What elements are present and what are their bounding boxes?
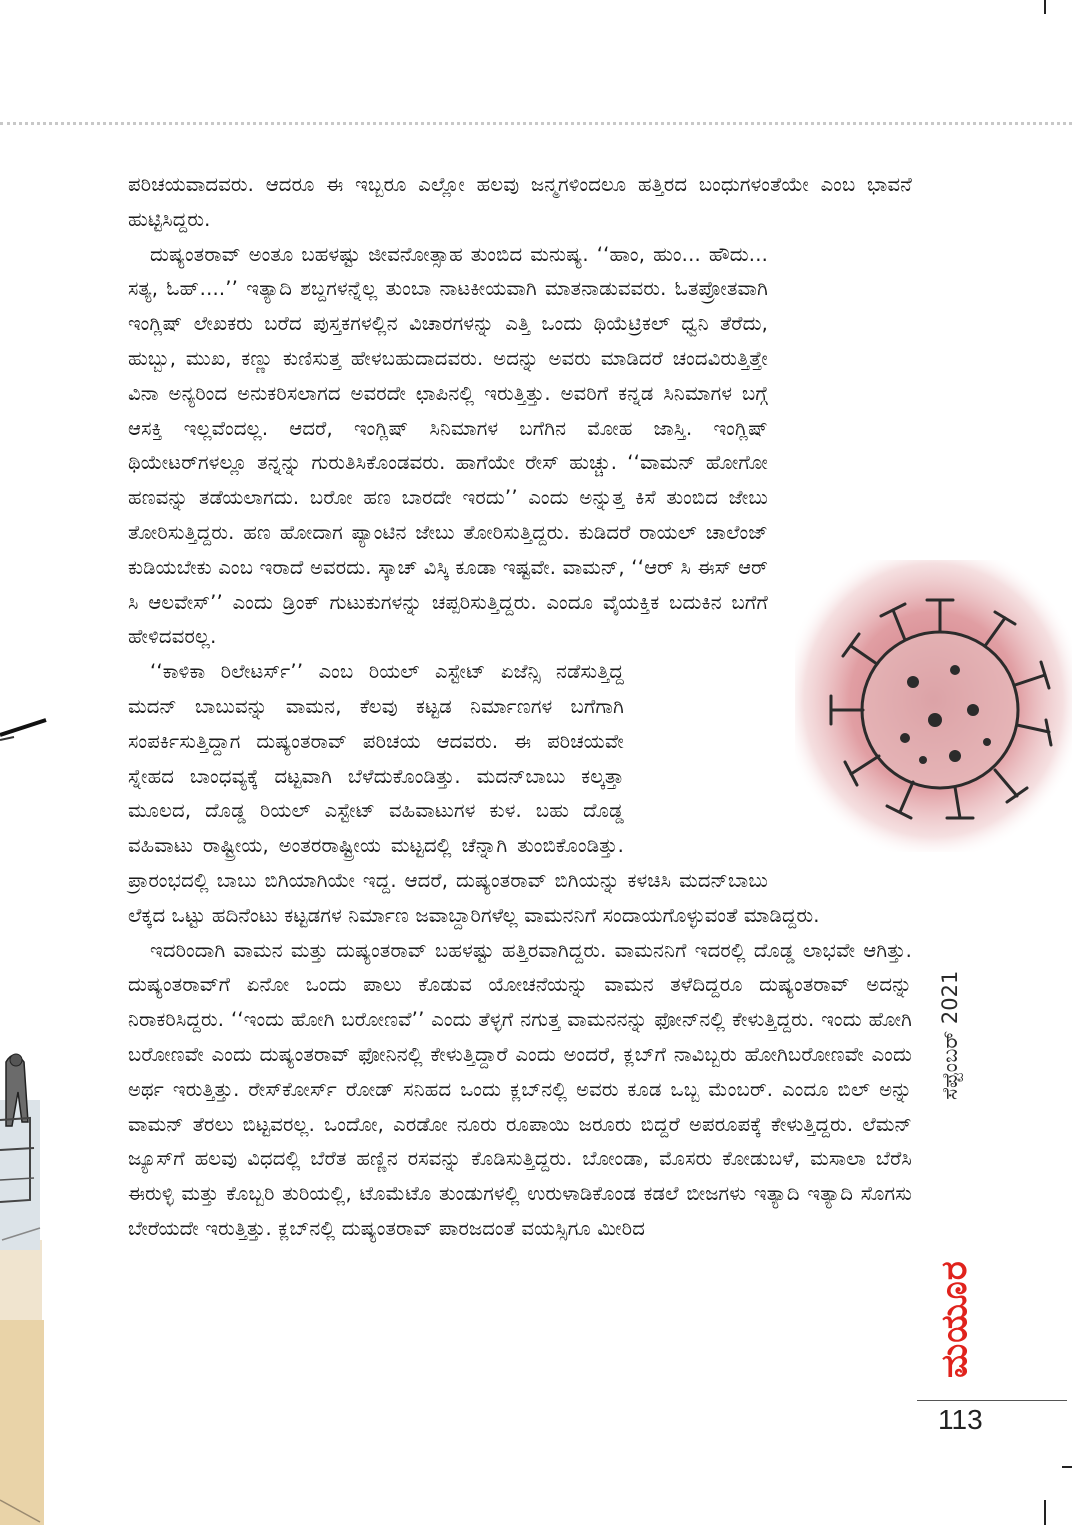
magazine-name: ಮಯೂರ [934, 1260, 975, 1378]
paragraph [128, 238, 912, 656]
paragraph: ಇದರಿಂದಾಗಿ ವಾಮನ ಮತ್ತು ದುಷ್ಯಂತರಾವ್ ಬಹಳಷ್ಟು ಹತ್ತಿರವಾಗಿದ್ದರು. ವಾಮನನಿಗೆ ಇದರಲ್ಲಿ ದೊಡ್ಡ ಲಾಭವೇ ಆಗಿತ್ತು. ದುಷ್ಯಂತರಾವ್‌ಗೆ ಏನೋ ಒಂದು ಪಾಲು ಕೊಡುವ ಯೋಚನೆಯನ್ನು ವಾಮನ ತಳೆದಿದ್ದರೂ ದುಷ್ಯಂತರಾವ್ ಅದನ್ನು ನಿರಾಕರಿಸಿದ್ದರು. ‘‘ಇಂದು ಹೋಗಿ ಬರೋಣವೆ’’ ಎಂದು ತೆಳ್ಳಗೆ ನಗುತ್ತ ವಾಮನನನ್ನು ಫೋನ್‌ನಲ್ಲಿ ಕೇಳುತ್ತಿದ್ದರು. ಇಂದು ಹೋಗಿ ಬರೋಣವೇ ಎಂದು ದುಷ್ಯಂತರಾವ್ ಫೋನಿನಲ್ಲಿ ಕೇಳುತ್ತಿದ್ದಾರೆ ಎಂದು ಅಂದರೆ, ಕ್ಲಬ್‌ಗೆ ನಾವಿಬ್ಬರು ಹೋಗಿಬರೋಣವೇ ಎಂದು ಅರ್ಥ ಇರುತ್ತಿತ್ತು. ರೇಸ್‌ಕೋರ್ಸ್ ರೋಡ್ ಸನಿಹದ ಒಂದು ಕ್ಲಬ್‌ನಲ್ಲಿ ಅವರು ಕೂಡ ಒಬ್ಬ ಮೆಂಬರ್. ಎಂದೂ ಬಿಲ್ ಅನ್ನು ವಾಮನ್ ತೆರಲು ಬಿಟ್ಟವರಲ್ಲ. ಒಂದೋ, ಎರಡೋ ನೂರು ರೂಪಾಯಿ ಜರೂರು ಬಿದ್ದರೆ ಅಪರೂಪಕ್ಕೆ ಕೇಳುತ್ತಿದ್ದರು. ಲೆಮನ್ ಜ್ಯೂಸ್‌ಗೆ ಹಲವು ವಿಧದಲ್ಲಿ ಬೆರೆತ ಹಣ್ಣಿನ ರಸವನ್ನು ಕೊಡಿಸುತ್ತಿದ್ದರು. ಬೋಂಡಾ, ಮೊಸರು ಕೋಡುಬಳೆ, ಮಸಾಲಾ ಬೆರೆಸಿ ಈರುಳ್ಳಿ ಮತ್ತು ಕೊಬ್ಬರಿ ತುರಿಯಲ್ಲಿ, ಟೊಮೆಟೊ ತುಂಡುಗಳಲ್ಲಿ ಉರುಳಾಡಿಕೊಂಡ ಕಡಲೆ ಬೀಜಗಳು ಇತ್ಯಾದಿ ಇತ್ಯಾದಿ ಸೊಗಸು ಬೇರೆಯದೇ ಇರುತ್ತಿತ್ತು. ಕ್ಲಬ್‌ನಲ್ಲಿ ದುಷ್ಯಂತರಾವ್ ಪಾರಜದಂತೆ ವಯಸ್ಸಿಗೂ ಮೀರಿದ [128, 938, 912, 1240]
crop-mark-top-right [1044, 0, 1046, 14]
paragraph: ಪರಿಚಯವಾದವರು. ಆದರೂ ಈ ಇಬ್ಬರೂ ಎಲ್ಲೋ ಹಲವು ಜನ್ಮಗಳಿಂದಲೂ ಹತ್ತಿರದ ಬಂಧುಗಳಂತೆಯೇ ಎಂಬ ಭಾವನೆ ಹುಟ್ಟಿಸಿದ್ದರು. [128, 173, 912, 231]
illustration-spacer [782, 586, 912, 894]
issue-date [922, 960, 962, 1100]
header-dotted-rule [0, 122, 1072, 125]
paragraph-text: ‘‘ಕಾಳಿಕಾ ರಿಲೇಟರ್ಸ್’’ ಎಂಬ ರಿಯಲ್ ಎಸ್ಟೇಟ್ ಏಜೆನ್ಸಿ ನಡೆಸುತ್ತಿದ್ದ ಮದನ್ ಬಾಬುವನ್ನು ವಾಮನ, ಕೆಲವು ಕಟ್ಟಡ ನಿರ್ಮಾಣಗಳ ಬಗೆಗಾಗಿ ಸಂಪರ್ಕಿಸುತ್ತಿದ್ದಾಗ ದುಷ್ಯಂತರಾವ್ ಪರಿಚಯ ಆದವರು. ಈ ಪರಿಚಯವೇ ಸ್ನೇಹದ ಬಾಂಧವ್ಯಕ್ಕೆ ದಟ್ಟವಾಗಿ ಬೆಳೆದುಕೊಂಡಿತ್ತು. ಮದನ್‌ಬಾಬು ಕಲ್ಕತ್ತಾ ಮೂಲದ, ದೊಡ್ಡ ರಿಯಲ್ ಎಸ್ಟೇಟ್ ವಹಿವಾಟುಗಳ ಕುಳ. ಬಹು ದೊಡ್ಡ ವಹಿವಾಟು ರಾಷ್ಟ್ರೀಯ, ಅಂತರರಾಷ್ಟ್ರೀಯ ಮಟ್ಟದಲ್ಲಿ ಚೆನ್ನಾಗಿ ತುಂಬಿಕೊಂಡಿತ್ತು. ಪ್ರಾರಂಭದಲ್ಲಿ ಬಾಬು ಬಿಗಿಯಾಗಿಯೇ ಇದ್ದ. ಆದರೆ, ದುಷ್ಯಂತರಾವ್ ಬಿಗಿಯನ್ನು ಕಳಚಿಸಿ ಮದನ್‌ಬಾಬು ಲೆಕ್ಕದ ಒಟ್ಟು ಹದಿನೆಂಟು ಕಟ್ಟಡಗಳ ನಿರ್ಮಾಣ ಜವಾಬ್ದಾರಿಗಳೆಲ್ಲ ವಾಮನನಿಗೆ ಸಂದಾಯಗೊಳ್ಳುವಂತೆ ಮಾಡಿದ್ದರು. [128, 660, 820, 927]
crop-mark-right-mid [1062, 1466, 1072, 1468]
issue-year: 2021 [938, 970, 962, 1025]
issue-month: ಸೆಪ್ಟೆಂಬರ್ [938, 1030, 962, 1100]
page-number-rule [917, 1400, 1067, 1401]
paragraph-text: ದುಷ್ಯಂತರಾವ್ ಅಂತೂ ಬಹಳಷ್ಟು ಜೀವನೋತ್ಸಾಹ ತುಂಬಿದ ಮನುಷ್ಯ. ‘‘ಹಾಂ, ಹುಂ... ಹೌದು... ಸತ್ಯ, ಓಹ್....’’ ಇತ್ಯಾದಿ ಶಬ್ದಗಳನ್ನೆಲ್ಲ ತುಂಬಾ ನಾಟಕೀಯವಾಗಿ ಮಾತನಾಡುವವರು. ಓತಪ್ರೋತವಾಗಿ ಇಂಗ್ಲಿಷ್ ಲೇಖಕರು ಬರೆದ ಪುಸ್ತಕಗಳಲ್ಲಿನ ವಿಚಾರಗಳನ್ನು ಎತ್ತಿ ಒಂದು ಥಿಯೆಟ್ರಿಕಲ್ ಧ್ವನಿ ತೆರೆದು, ಹುಬ್ಬು, ಮುಖ, ಕಣ್ಣು ಕುಣಿಸುತ್ತ ಹೇಳಬಹುದಾದವರು. ಅದನ್ನು ಅವರು ಮಾಡಿದರೆ ಚಂದವಿರುತ್ತಿತ್ತೇ ವಿನಾ ಅನ್ಯರಿಂದ ಅನುಕರಿಸಲಾಗದ ಅವರದೇ ಛಾಪಿನಲ್ಲಿ ಇರುತ್ತಿತ್ತು. ಅವರಿಗೆ ಕನ್ನಡ ಸಿನಿಮಾಗಳ ಬಗ್ಗೆ ಆಸಕ್ತಿ ಇಲ್ಲವೆಂದಲ್ಲ. ಆದರೆ, ಇಂಗ್ಲಿಷ್ ಸಿನಿಮಾಗಳ ಬಗೆಗಿನ ಮೋಹ ಜಾಸ್ತಿ. ಇಂಗ್ಲಿಷ್ ಥಿಯೇಟರ್‌ಗಳಲ್ಲೂ ತನ್ನನ್ನು ಗುರುತಿಸಿಕೊಂಡವರು. ಹಾಗೆಯೇ ರೇಸ್ ಹುಚ್ಚು. ‘‘ವಾಮನ್ ಹೋಗೋ ಹಣವನ್ನು ತಡೆಯಲಾಗದು. ಬರೋ ಹಣ ಬಾರದೇ ಇರದು’’ ಎಂದು ಅನ್ನುತ್ತ ಕಿಸೆ ತುಂಬಿದ ಜೇಬು ತೋರಿಸುತ್ತಿದ್ದರು. ಹಣ ಹೋದಾಗ ಪ್ಯಾಂಟಿನ ಜೇಬು ತೋರಿಸುತ್ತಿದ್ದರು. ಕುಡಿದರೆ ರಾಯಲ್ ಚಾಲೆಂಜ್ ಕುಡಿಯಬೇಕು ಎಂಬ ಇರಾದೆ ಅವರದು. ಸ್ಕಾಚ್ ವಿಸ್ಕಿ ಕೂಡಾ ಇಷ್ಟವೇ. ವಾಮನ್, ‘‘ಆರ್ ಸಿ ಈಸ್ ಆರ್ ಸಿ ಆಲವೇಸ್’’ ಎಂದು ಡ್ರಿಂಕ್ ಗುಟುಕುಗಳನ್ನು ಚಪ್ಪರಿಸುತ್ತಿದ್ದರು. ಎಂದೂ ವೈಯಕ್ತಿಕ ಬದುಕಿನ ಬಗೆಗೆ ಹೇಳಿದವರಲ್ಲ. [128, 242, 768, 649]
side-sketch-art [0, 680, 48, 1525]
article-body [128, 168, 912, 1247]
page-number: 113 [938, 1404, 983, 1435]
illustration-spacer [638, 655, 768, 835]
crop-mark-bottom-right [1044, 1500, 1046, 1525]
